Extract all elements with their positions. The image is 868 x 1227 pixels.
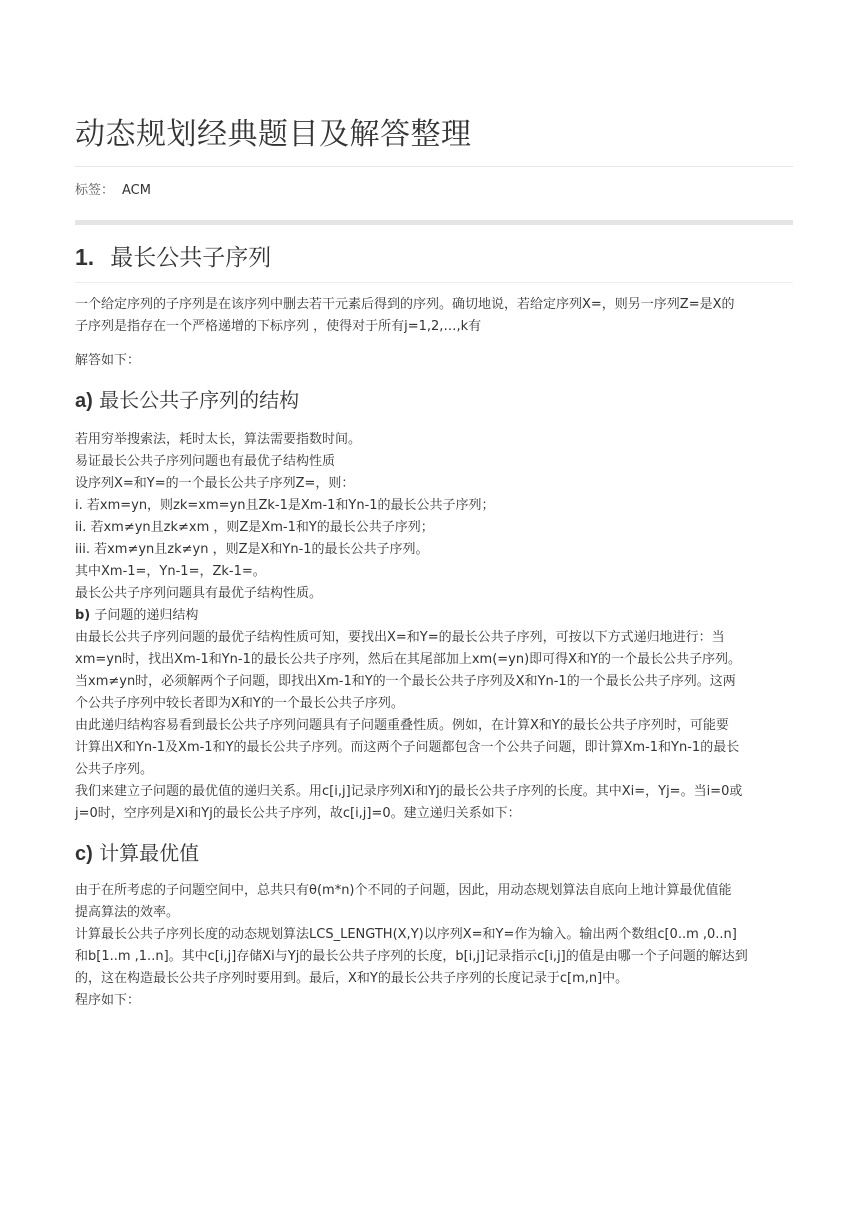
text-line: xm=yn时，找出Xm-1和Yn-1的最长公共子序列，然后在其尾部加上xm(=yn)即可得X和Y的一个最长公共子序列。 xyxy=(75,652,742,667)
text-line: 易证最长公共子序列问题也有最优子结构性质 xyxy=(75,454,336,469)
intro-paragraph xyxy=(75,294,793,338)
text-line: 由于在所考虑的子问题空间中，总共只有θ(m*n)个不同的子问题，因此，用动态规划算法自底向上地计算最优值能 xyxy=(75,883,732,898)
structure-paragraph xyxy=(75,429,793,825)
text-line: 个公共子序列中较长者即为X和Y的一个最长公共子序列。 xyxy=(75,696,404,711)
text-line: 和b[1..m ,1..n]。其中c[i,j]存储Xi与Yj的最长公共子序列的长度，b[i,j]记录指示c[i,j]的值是由哪一个子问题的解达到 xyxy=(75,949,748,964)
text-line: 的，这在构造最长公共子序列时要用到。最后，X和Y的最长公共子序列的长度记录于c[m,n]中。 xyxy=(75,971,629,986)
section-divider xyxy=(75,220,793,225)
text-line: 由此递归结构容易看到最长公共子序列问题具有子问题重叠性质。例如，在计算X和Y的最长公共子序列时，可能要 xyxy=(75,718,729,733)
text-line: 由最长公共子序列问题的最优子结构性质可知，要找出X=和Y=的最长公共子序列，可按以下方式递归地进行：当 xyxy=(75,630,725,645)
tags-row xyxy=(75,181,151,201)
text-line: 当xm≠yn时，必须解两个子问题，即找出Xm-1和Y的一个最长公共子序列及X和Yn-1的一个最长公共子序列。这两 xyxy=(75,674,736,689)
text-line: j=0时，空序列是Xi和Yj的最长公共子序列，故c[i,j]=0。建立递归关系如下： xyxy=(75,806,521,821)
text-line: iii. 若xm≠yn且zk≠yn ，则Z是X和Yn-1的最长公共子序列。 xyxy=(75,542,429,557)
section-number: 1. xyxy=(75,244,95,270)
answer-label: 解答如下： xyxy=(75,353,141,368)
heading-divider xyxy=(75,282,793,283)
subheading-title: 最长公共子序列的结构 xyxy=(99,388,300,412)
text-line: 计算出X和Yn-1及Xm-1和Y的最长公共子序列。而这两个子问题都包含一个公共子问题，即计算Xm-1和Yn-1的最长 xyxy=(75,740,740,755)
sub-mark: b) xyxy=(75,608,91,623)
compute-paragraph xyxy=(75,880,793,1012)
subheading-mark: c) xyxy=(75,843,93,865)
text-line: 公共子序列。 xyxy=(75,762,154,777)
subheading-mark: a) xyxy=(75,390,93,412)
section-title: 最长公共子序列 xyxy=(110,245,272,271)
intro-line: 一个给定序列的子序列是在该序列中删去若干元素后得到的序列。确切地说，若给定序列X=，则另一序列Z=是X的 xyxy=(75,297,735,312)
title-divider xyxy=(75,166,793,167)
text-line: 设序列X=和Y=的一个最长公共子序列Z=，则： xyxy=(75,476,355,491)
subheading-recursive xyxy=(75,605,793,627)
subheading-structure xyxy=(75,385,299,416)
text-line: ii. 若xm≠yn且zk≠xm ，则Z是Xm-1和Y的最长公共子序列； xyxy=(75,520,434,535)
section-heading-lcs xyxy=(75,238,271,277)
text-line: 我们来建立子问题的最优值的递归关系。用c[i,j]记录序列Xi和Yj的最长公共子序列的长度。其中Xi=，Yj=。当i=0或 xyxy=(75,784,743,799)
text-line: 其中Xm-1=，Yn-1=，Zk-1=。 xyxy=(75,564,266,579)
text-line: 程序如下： xyxy=(75,993,141,1008)
document-title: 动态规划经典题目及解答整理 xyxy=(75,117,472,152)
text-line: 最长公共子序列问题具有最优子结构性质。 xyxy=(75,586,323,601)
text-line: i. 若xm=yn，则zk=xm=yn且Zk-1是Xm-1和Yn-1的最长公共子序列； xyxy=(75,498,495,513)
subheading-title: 计算最优值 xyxy=(99,841,200,865)
intro-line: 子序列是指存在一个严格递增的下标序列 ，使得对于所有j=1,2,…,k有 xyxy=(75,319,482,334)
tags-label: 标签： xyxy=(75,183,115,198)
subheading-compute xyxy=(75,838,199,869)
text-line: 若用穷举搜索法，耗时太长，算法需要指数时间。 xyxy=(75,432,362,447)
sub-title: 子问题的递归结构 xyxy=(94,608,199,623)
tag-acm[interactable]: ACM xyxy=(122,183,151,198)
text-line: 计算最长公共子序列长度的动态规划算法LCS_LENGTH(X,Y)以序列X=和Y=作为输入。输出两个数组c[0..m ,0..n] xyxy=(75,927,737,942)
text-line: 提高算法的效率。 xyxy=(75,905,180,920)
